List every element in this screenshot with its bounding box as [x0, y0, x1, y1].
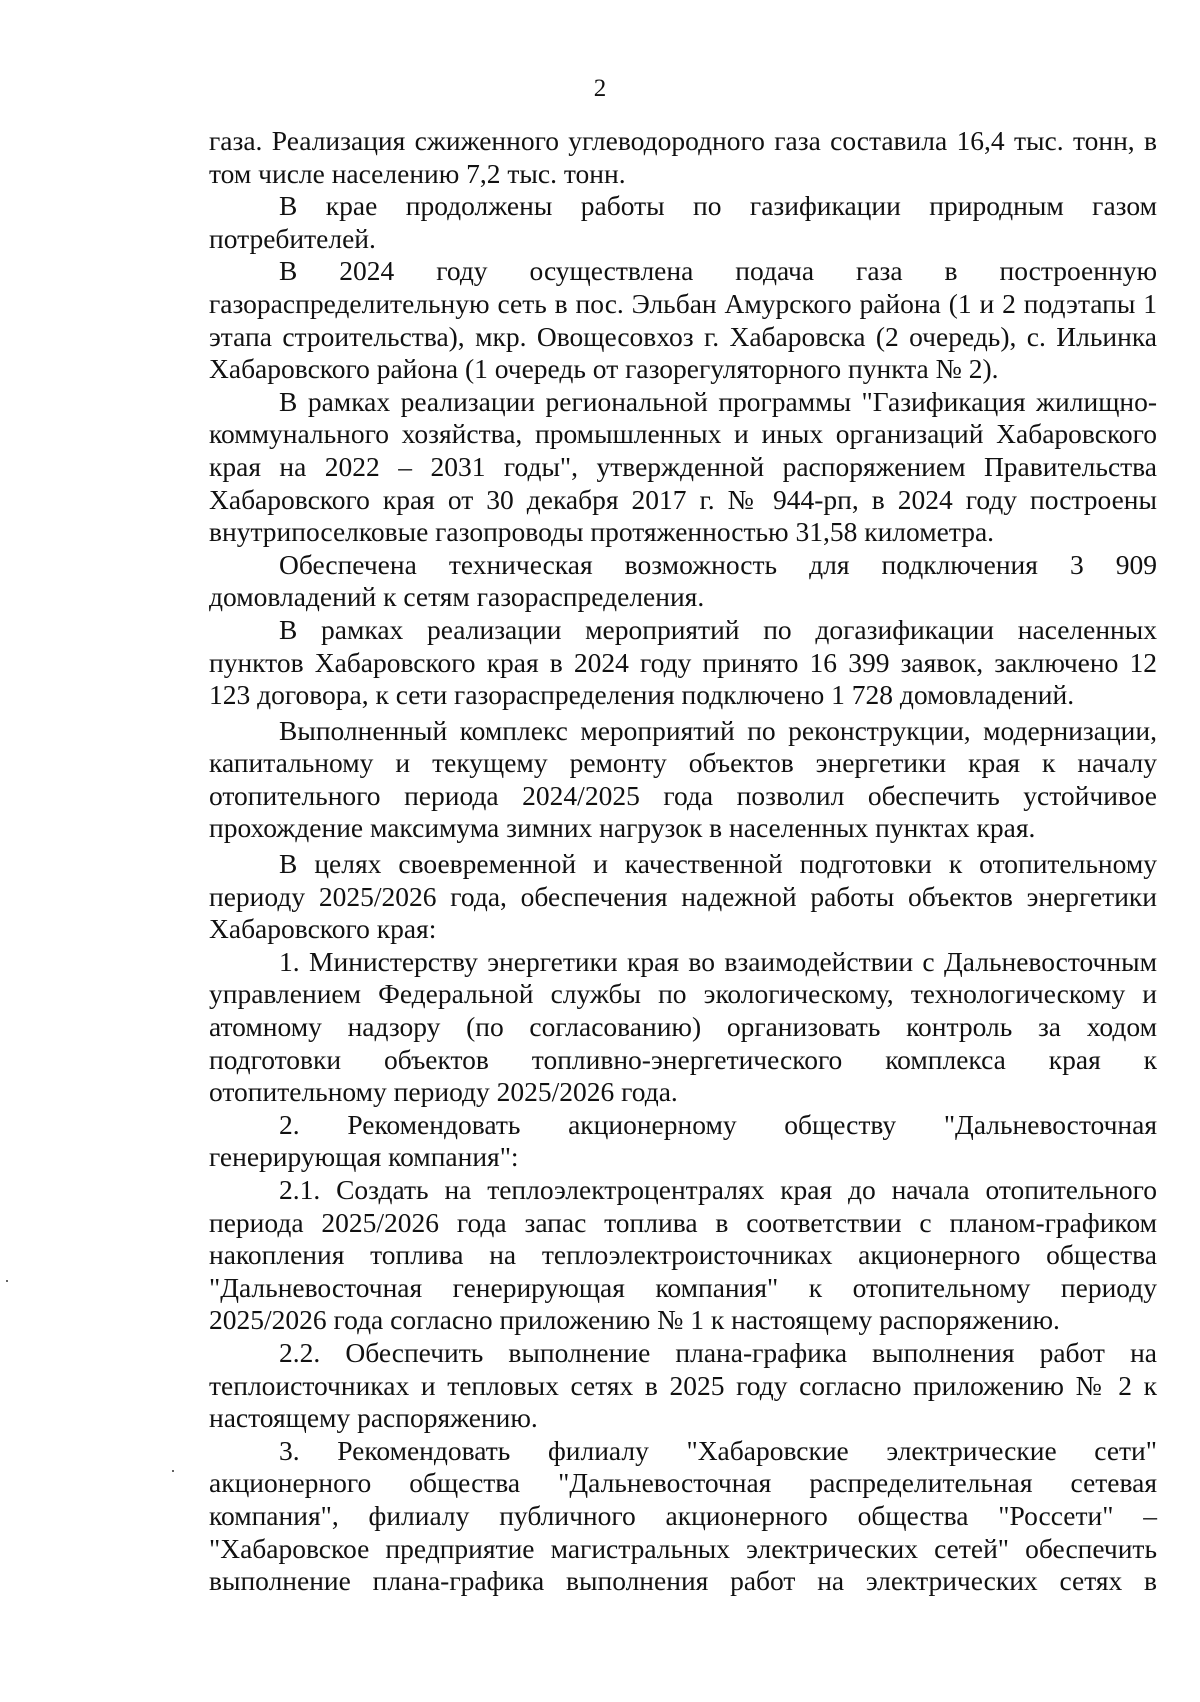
item-2-recommend-dgk: 2. Рекомендовать акционерному обществу "Дальневосточная генерирующая компания":	[209, 1108, 1157, 1173]
item-2-2-work-schedule: 2.2. Обеспечить выполнение плана-графика выполнения работ на теплоисточниках и тепловых сетях в 2025 году согласно приложению № 2 к настоящему распоряжению.	[209, 1336, 1157, 1434]
scan-speck	[6, 1280, 8, 1282]
paragraph-technical-possibility: Обеспечена техническая возможность для подключения 3 909 домовладений к сетям газораспределения.	[209, 548, 1157, 613]
paragraph-heating-season-result: Выполненный комплекс мероприятий по реконструкции, модернизации, капитальному и текущему ремонту объектов энергетики края к началу отопительного периода 2024/2025 года позволил обеспечить устойчивое прохождение максимума зимних нагрузок в населенных пунктах края.	[209, 714, 1157, 844]
paragraph-gasification-works: В крае продолжены работы по газификации природным газом потребителей.	[209, 190, 1157, 254]
paragraph-preparation-goals: В целях своевременной и качественной подготовки к отопительному периоду 2025/2026 года, обеспечения надежной работы объектов энергетики Хабаровского края:	[209, 848, 1157, 945]
paragraph-gas-sales: газа. Реализация сжиженного углеводородного газа составила 16,4 тыс. тонн, в том числе населению 7,2 тыс. тонн.	[209, 125, 1157, 189]
paragraph-additional-gasification: В рамках реализации мероприятий по догазификации населенных пунктов Хабаровского края в 2024 году принято 16 399 заявок, заключено 12 123 договора, к сети газораспределения подключено 1 728 домовладений.	[209, 613, 1157, 711]
item-1-ministry-control: 1. Министерству энергетики края во взаимодействии с Дальневосточным управлением Федеральной службы по экологическому, технологическому и атомному надзору (по согласованию) организовать контроль за ходом подготовки объектов топливно-энергетического комплекса края к отопительному периоду 2025/2026 года.	[209, 945, 1157, 1108]
page-number: 2	[593, 75, 607, 102]
document-body	[209, 125, 1157, 1598]
scan-speck	[172, 1470, 174, 1472]
item-2-1-fuel-reserve: 2.1. Создать на теплоэлектроцентралях края до начала отопительного периода 2025/2026 года запас топлива в соответствии с планом-графиком накопления топлива на теплоэлектроисточниках акционерного общества "Дальневосточная генерирующая компания" к отопительному периоду 2025/2026 года согласно приложению № 1 к настоящему распоряжению.	[209, 1174, 1157, 1336]
item-3-recommend-grid-companies: 3. Рекомендовать филиалу "Хабаровские электрические сети" акционерного общества "Дальневосточная распределительная сетевая компания", филиалу публичного акционерного общества "Россети" – "Хабаровское предприятие магистральных электрических сетей" обеспечить выполнение плана-графика выполнения работ на электрических сетях в	[209, 1434, 1157, 1597]
paragraph-gas-supply-2024: В 2024 году осуществлена подача газа в построенную газораспределительную сеть в пос. Эльбан Амурского района (1 и 2 подэтапы 1 этапа строительства), мкр. Овощесовхоз г. Хабаровска (2 очередь), с. Ильинка Хабаровского района (1 очередь от газорегуляторного пункта № 2).	[209, 255, 1157, 385]
paragraph-regional-program: В рамках реализации региональной программы "Газификация жилищно-коммунального хозяйства, промышленных и иных организаций Хабаровского края на 2022 – 2031 годы", утвержденной распоряжением Правительства Хабаровского края от 30 декабря 2017 г. № 944-рп, в 2024 году построены внутрипоселковые газопроводы протяженностью 31,58 километра.	[209, 385, 1157, 548]
